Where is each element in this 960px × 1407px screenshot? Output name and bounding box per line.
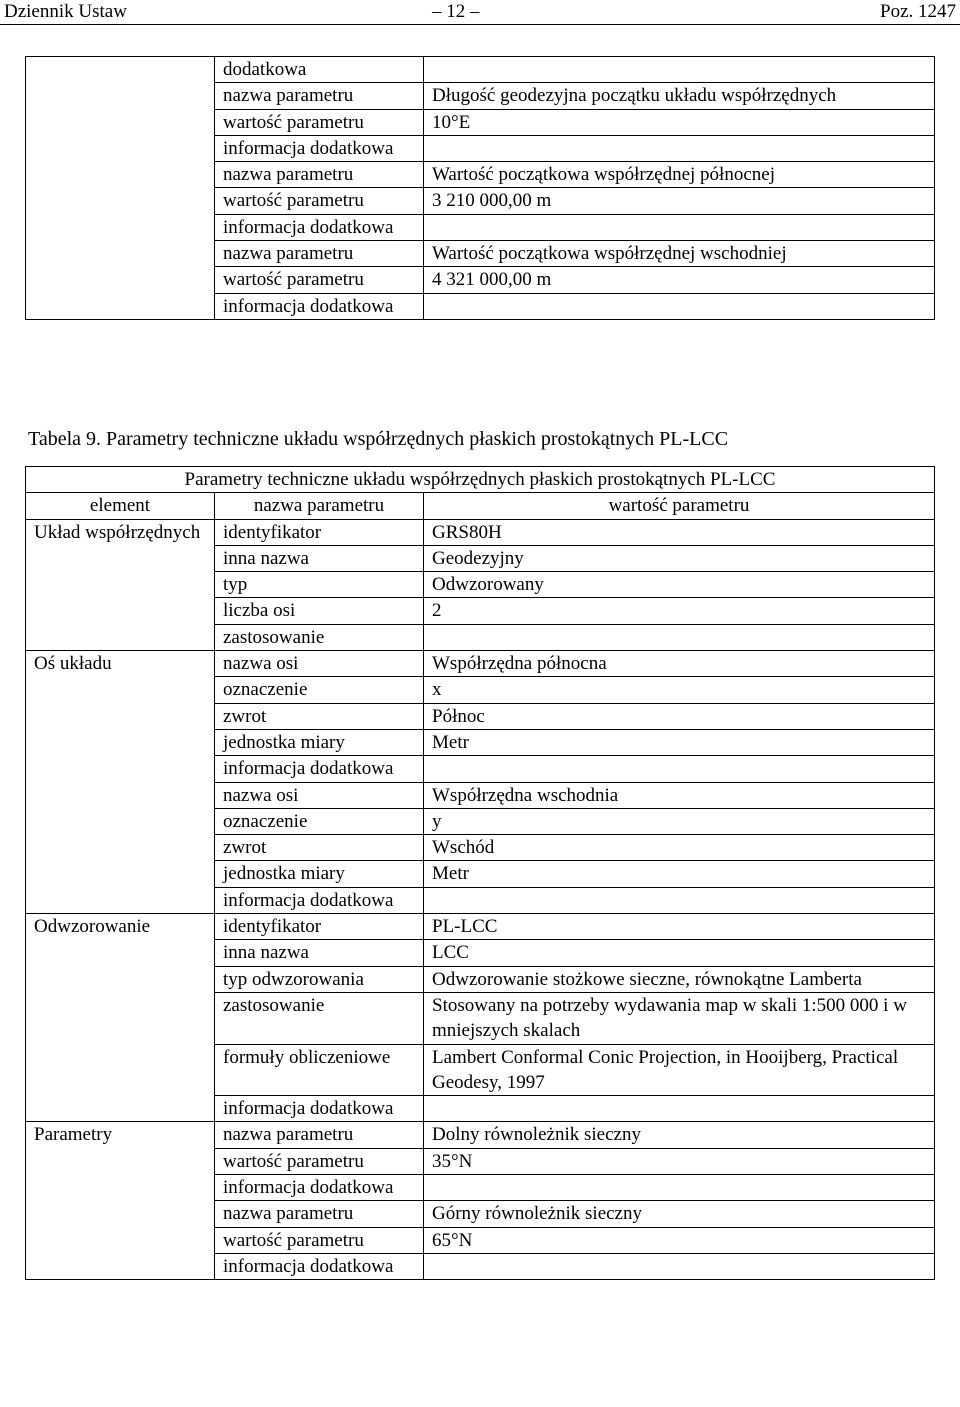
parameter-value-cell: Wschód	[424, 835, 935, 861]
parameter-value-cell	[424, 214, 935, 240]
parameter-value-cell: Lambert Conformal Conic Projection, in Hooijberg, Practical Geodesy, 1997	[424, 1044, 935, 1096]
parameter-name-cell: jednostka miary	[215, 729, 424, 755]
parameter-value-cell: y	[424, 808, 935, 834]
parameter-name-cell: wartość parametru	[215, 1227, 424, 1253]
parameter-value-cell	[424, 887, 935, 913]
parameter-value-cell: Stosowany na potrzeby wydawania map w skali 1:500 000 i w mniejszych skalach	[424, 992, 935, 1044]
value-header: wartość parametru	[424, 493, 935, 519]
table-row	[26, 1122, 935, 1148]
parameter-name-cell: wartość parametru	[215, 188, 424, 214]
parameter-value-cell: GRS80H	[424, 519, 935, 545]
parameter-name-cell: nazwa parametru	[215, 162, 424, 188]
parameter-value-cell: Geodezyjny	[424, 545, 935, 571]
parameter-name-cell: zastosowanie	[215, 992, 424, 1044]
parameter-name-cell: identyfikator	[215, 519, 424, 545]
parameter-value-cell: 3 210 000,00 m	[424, 188, 935, 214]
parameter-name-cell: jednostka miary	[215, 861, 424, 887]
position-number: Poz. 1247	[880, 1, 956, 22]
element-header: element	[26, 493, 215, 519]
parameter-name-cell: informacja dodatkowa	[215, 887, 424, 913]
parameter-name-cell: wartość parametru	[215, 1148, 424, 1174]
parameter-value-cell: Długość geodezyjna początku układu współrzędnych	[424, 83, 935, 109]
element-cell: Oś układu	[26, 651, 215, 914]
parameter-value-cell	[424, 135, 935, 161]
parameter-value-cell: Wartość początkowa współrzędnej wschodniej	[424, 241, 935, 267]
parameter-name-cell: identyfikator	[215, 914, 424, 940]
parameter-name-cell: wartość parametru	[215, 267, 424, 293]
parameter-value-cell: x	[424, 677, 935, 703]
journal-name: Dziennik Ustaw	[4, 1, 127, 22]
parameter-value-cell	[424, 1096, 935, 1122]
parameter-name-cell: zwrot	[215, 835, 424, 861]
parameter-value-cell: PL-LCC	[424, 914, 935, 940]
parameter-value-cell: Wartość początkowa współrzędnej północnej	[424, 162, 935, 188]
parameter-value-cell: LCC	[424, 940, 935, 966]
parameter-value-cell	[424, 1253, 935, 1279]
element-cell: Parametry	[26, 1122, 215, 1280]
parameter-value-cell: Dolny równoleżnik sieczny	[424, 1122, 935, 1148]
element-cell	[26, 57, 215, 320]
parameter-name-cell: informacja dodatkowa	[215, 756, 424, 782]
parameter-name-cell: informacja dodatkowa	[215, 1096, 424, 1122]
parameter-name-cell: dodatkowa	[215, 57, 424, 83]
parameter-name-cell: formuły obliczeniowe	[215, 1044, 424, 1096]
parameter-value-cell: Współrzędna północna	[424, 651, 935, 677]
parameter-name-cell: informacja dodatkowa	[215, 135, 424, 161]
parameter-name-cell: typ	[215, 572, 424, 598]
parameter-name-cell: informacja dodatkowa	[215, 1253, 424, 1279]
parameter-value-cell: Północ	[424, 703, 935, 729]
parameter-name-cell: inna nazwa	[215, 940, 424, 966]
parameter-value-cell: Współrzędna wschodnia	[424, 782, 935, 808]
parameter-name-cell: inna nazwa	[215, 545, 424, 571]
parameter-name-cell: nazwa parametru	[215, 1201, 424, 1227]
table-caption: Tabela 9. Parametry techniczne układu współrzędnych płaskich prostokątnych PL-LCC	[28, 428, 729, 450]
parameter-value-cell: Metr	[424, 729, 935, 755]
element-cell: Układ współrzędnych	[26, 519, 215, 650]
table-row	[26, 651, 935, 677]
parameter-name-cell: nazwa parametru	[215, 241, 424, 267]
parameter-name-cell: liczba osi	[215, 598, 424, 624]
parameter-name-cell: informacja dodatkowa	[215, 293, 424, 319]
parameter-value-cell	[424, 57, 935, 83]
page-number: – 12 –	[432, 1, 480, 22]
parameter-value-cell: Odwzorowanie stożkowe sieczne, równokątne Lamberta	[424, 966, 935, 992]
parameter-name-cell: zastosowanie	[215, 624, 424, 650]
pl-lcc-parameters-table	[25, 466, 935, 1280]
parameter-name-cell: typ odwzorowania	[215, 966, 424, 992]
parameter-name-cell: oznaczenie	[215, 808, 424, 834]
table-row	[26, 57, 935, 83]
parameter-value-cell: Górny równoleżnik sieczny	[424, 1201, 935, 1227]
parameter-value-cell: Metr	[424, 861, 935, 887]
parameter-value-cell: 10°E	[424, 109, 935, 135]
parameter-name-cell: nazwa osi	[215, 651, 424, 677]
parameter-name-cell: nazwa parametru	[215, 83, 424, 109]
table-header-row	[26, 493, 935, 519]
parameter-name-cell: zwrot	[215, 703, 424, 729]
parameter-value-cell	[424, 1175, 935, 1201]
parameter-name-cell: nazwa osi	[215, 782, 424, 808]
parameter-value-cell: 2	[424, 598, 935, 624]
table-row	[26, 914, 935, 940]
parameter-value-cell: 35°N	[424, 1148, 935, 1174]
parameter-value-cell: 65°N	[424, 1227, 935, 1253]
continued-parameters-table	[25, 56, 935, 320]
table-title-row	[26, 467, 935, 493]
parameter-value-cell	[424, 293, 935, 319]
table-row	[26, 519, 935, 545]
parameter-value-cell	[424, 624, 935, 650]
parameter-value-cell: 4 321 000,00 m	[424, 267, 935, 293]
parameter-value-cell: Odwzorowany	[424, 572, 935, 598]
parameter-value-cell	[424, 756, 935, 782]
parameter-name-cell: wartość parametru	[215, 109, 424, 135]
element-cell: Odwzorowanie	[26, 914, 215, 1122]
parameter-name-cell: informacja dodatkowa	[215, 214, 424, 240]
page-header	[0, 0, 960, 25]
parameter-name-cell: informacja dodatkowa	[215, 1175, 424, 1201]
name-header: nazwa parametru	[215, 493, 424, 519]
table-title: Parametry techniczne układu współrzędnych płaskich prostokątnych PL-LCC	[26, 467, 935, 493]
parameter-name-cell: oznaczenie	[215, 677, 424, 703]
parameter-name-cell: nazwa parametru	[215, 1122, 424, 1148]
